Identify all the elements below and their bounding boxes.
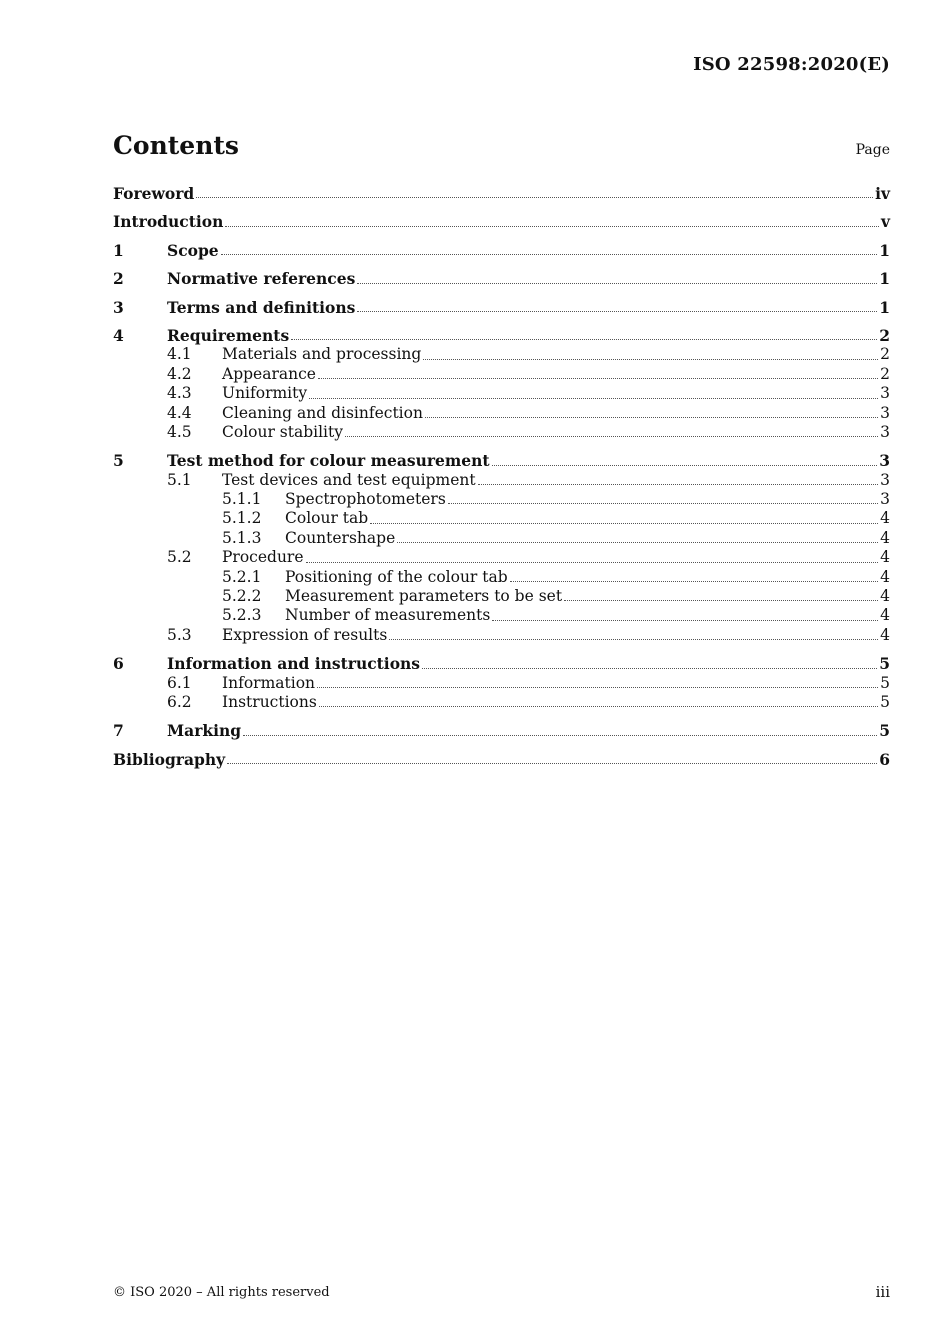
toc-entry-page: 2 <box>880 364 890 383</box>
toc-entry-number: 4.2 <box>167 364 192 383</box>
toc-entry-page: 4 <box>880 567 890 586</box>
toc-entry-number: 5.1.3 <box>222 528 262 547</box>
document-id: ISO 22598:2020(E) <box>693 54 890 75</box>
toc-leader-dots <box>510 580 878 582</box>
toc-entry-title: Colour stability <box>222 422 344 441</box>
toc-entry-page: 3 <box>880 422 890 441</box>
toc-entry[interactable] <box>113 384 890 403</box>
toc-entry-number: 4.1 <box>167 345 192 364</box>
table-of-contents <box>113 184 890 769</box>
toc-entry-title: Normative references <box>167 269 356 289</box>
toc-entry-number: 1 <box>113 240 124 260</box>
toc-leader-dots <box>492 619 878 621</box>
toc-entry[interactable] <box>113 241 890 260</box>
toc-leader-dots <box>317 686 878 688</box>
toc-entry-number: 5.1 <box>167 470 192 489</box>
toc-entry-page: 3 <box>880 490 890 509</box>
toc-leader-dots <box>225 225 879 227</box>
toc-entry[interactable] <box>113 451 890 470</box>
toc-entry-title: Expression of results <box>222 625 388 644</box>
toc-entry-page: 4 <box>880 528 890 547</box>
toc-entry[interactable] <box>113 365 890 384</box>
toc-leader-dots <box>389 638 878 640</box>
toc-entry-title: Requirements <box>167 325 290 345</box>
toc-entry-page: iv <box>875 184 890 203</box>
toc-entry-page: 1 <box>879 297 890 317</box>
toc-entry-page: 4 <box>880 625 890 644</box>
toc-entry[interactable] <box>113 606 890 625</box>
toc-entry-page: v <box>880 212 890 232</box>
toc-entry-title: Countershape <box>285 528 396 547</box>
contents-title: Contents <box>113 131 240 160</box>
toc-leader-dots <box>397 541 878 543</box>
page-column-label: Page <box>855 142 890 158</box>
toc-entry-title: Test devices and test equipment <box>222 470 476 489</box>
toc-entry-page: 6 <box>879 749 890 769</box>
toc-entry-number: 5.2 <box>167 548 192 567</box>
toc-entry-number: 5.1.1 <box>222 490 262 509</box>
toc-entry-page: 3 <box>880 470 890 489</box>
toc-entry[interactable] <box>113 490 890 509</box>
toc-entry-number: 5.2.2 <box>222 587 262 606</box>
toc-entry-number: 4.3 <box>167 384 192 403</box>
toc-entry-page: 4 <box>880 548 890 567</box>
toc-entry-title: Appearance <box>222 364 316 383</box>
footer-copyright: © ISO 2020 – All rights reserved <box>113 1285 330 1300</box>
toc-leader-dots <box>318 377 878 379</box>
toc-entry[interactable] <box>113 345 890 364</box>
toc-entry[interactable] <box>113 587 890 606</box>
toc-leader-dots <box>422 667 877 669</box>
toc-entry[interactable] <box>113 548 890 567</box>
toc-entry-page: 1 <box>879 269 890 289</box>
toc-entry-page: 4 <box>880 606 890 625</box>
toc-entry-title: Positioning of the colour tab <box>285 567 508 586</box>
toc-leader-dots <box>291 338 877 340</box>
toc-entry-page: 5 <box>879 654 890 674</box>
toc-entry-number: 6 <box>113 654 124 674</box>
toc-entry-title: Bibliography <box>113 749 226 769</box>
toc-entry-title: Marking <box>167 721 242 741</box>
toc-leader-dots <box>425 416 878 418</box>
toc-entry-title: Number of measurements <box>285 606 491 625</box>
toc-leader-dots <box>319 705 878 707</box>
toc-leader-dots <box>196 196 873 198</box>
toc-entry-number: 3 <box>113 297 124 317</box>
toc-entry-page: 5 <box>880 692 890 711</box>
toc-entry-number: 4.5 <box>167 422 192 441</box>
toc-entry[interactable] <box>113 693 890 712</box>
toc-entry-number: 5.2.1 <box>222 567 262 586</box>
toc-entry-title: Procedure <box>222 548 304 567</box>
toc-leader-dots <box>478 483 879 485</box>
toc-entry-title: Instructions <box>222 692 317 711</box>
toc-entry[interactable] <box>113 471 890 490</box>
toc-entry[interactable] <box>113 326 890 345</box>
toc-leader-dots <box>492 464 878 466</box>
toc-entry-title: Cleaning and disinfection <box>222 403 423 422</box>
toc-leader-dots <box>309 397 878 399</box>
toc-leader-dots <box>345 435 878 437</box>
toc-leader-dots <box>243 734 877 736</box>
toc-entry-number: 6.1 <box>167 673 192 692</box>
toc-entry-title: Measurement parameters to be set <box>285 587 563 606</box>
toc-leader-dots <box>357 282 877 284</box>
toc-entry-number: 6.2 <box>167 692 192 711</box>
toc-entry-number: 5 <box>113 451 124 471</box>
toc-entry[interactable] <box>113 721 890 740</box>
toc-entry-page: 5 <box>880 673 890 692</box>
toc-entry-title: Colour tab <box>285 509 369 528</box>
toc-entry-page: 4 <box>880 587 890 606</box>
toc-entry[interactable] <box>113 509 890 528</box>
toc-leader-dots <box>227 762 877 764</box>
toc-entry-page: 2 <box>879 325 890 345</box>
toc-entry[interactable] <box>113 423 890 442</box>
toc-entry[interactable] <box>113 568 890 587</box>
toc-leader-dots <box>357 310 877 312</box>
toc-leader-dots <box>564 599 878 601</box>
toc-entry-title: Introduction <box>113 212 224 232</box>
toc-entry[interactable] <box>113 298 890 317</box>
toc-entry-number: 2 <box>113 269 124 289</box>
toc-entry[interactable] <box>113 654 890 673</box>
toc-entry-number: 5.1.2 <box>222 509 262 528</box>
toc-entry-title: Information and instructions <box>167 654 421 674</box>
toc-entry[interactable] <box>113 750 890 769</box>
toc-entry-page: 3 <box>880 403 890 422</box>
toc-entry[interactable] <box>113 184 890 203</box>
toc-entry-page: 3 <box>880 384 890 403</box>
toc-entry-title: Spectrophotometers <box>285 490 446 509</box>
toc-entry-page: 1 <box>879 240 890 260</box>
toc-entry-page: 2 <box>880 345 890 364</box>
toc-entry-number: 7 <box>113 721 124 741</box>
toc-entry-title: Materials and processing <box>222 345 422 364</box>
toc-entry-page: 5 <box>879 721 890 741</box>
footer-page-number: iii <box>875 1283 890 1301</box>
toc-entry[interactable] <box>113 269 890 288</box>
toc-entry-number: 4.4 <box>167 403 192 422</box>
toc-entry-page: 3 <box>879 451 890 471</box>
toc-leader-dots <box>448 502 878 504</box>
toc-entry[interactable] <box>113 626 890 645</box>
toc-entry[interactable] <box>113 404 890 423</box>
toc-entry-title: Scope <box>167 240 219 260</box>
toc-leader-dots <box>221 253 878 255</box>
toc-leader-dots <box>370 522 878 524</box>
toc-entry-title: Foreword <box>113 184 195 203</box>
toc-entry-title: Test method for colour measurement <box>167 451 490 471</box>
toc-entry[interactable] <box>113 529 890 548</box>
toc-entry-title: Information <box>222 673 316 692</box>
toc-entry-title: Uniformity <box>222 384 308 403</box>
toc-entry[interactable] <box>113 212 890 231</box>
toc-leader-dots <box>306 561 879 563</box>
toc-entry-title: Terms and definitions <box>167 297 356 317</box>
toc-entry-number: 5.3 <box>167 625 192 644</box>
toc-entry[interactable] <box>113 674 890 693</box>
toc-entry-page: 4 <box>880 509 890 528</box>
toc-entry-number: 4 <box>113 325 124 345</box>
toc-leader-dots <box>423 358 878 360</box>
toc-entry-number: 5.2.3 <box>222 606 262 625</box>
